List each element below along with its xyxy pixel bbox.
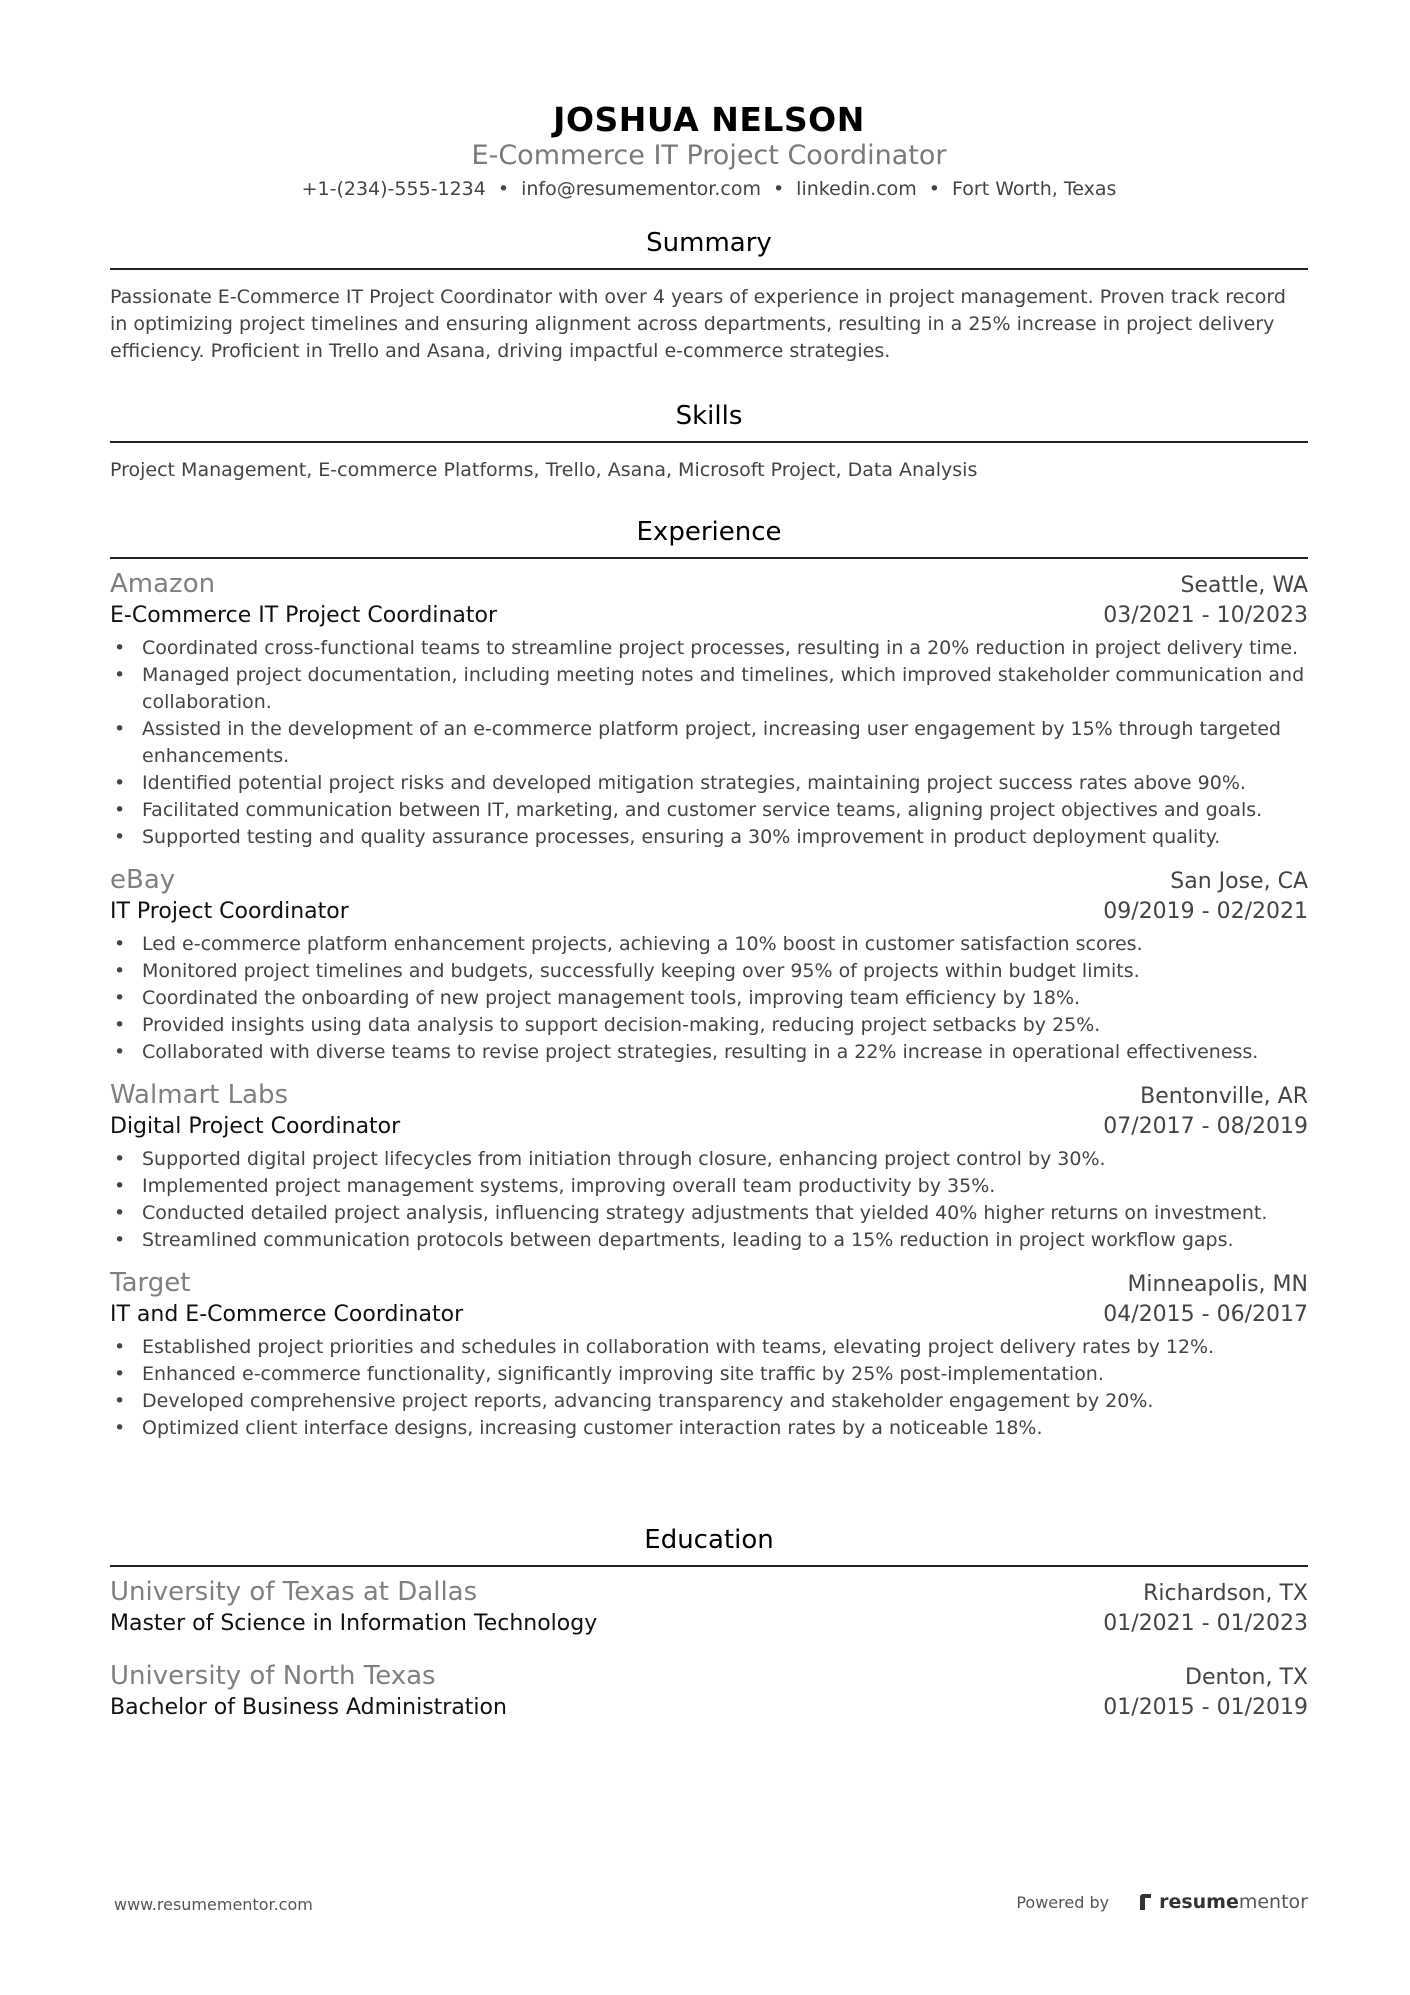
education-entry	[110, 1575, 1308, 1639]
job-entry	[110, 567, 1308, 851]
summary-section	[110, 226, 1308, 365]
job-bullets	[110, 635, 1308, 851]
contact-separator: •	[497, 178, 510, 200]
education-dates: 01/2015 - 01/2019	[1103, 1695, 1308, 1720]
powered-by-label: Powered by	[1016, 1892, 1110, 1912]
bullet-item: • Collaborated with diverse teams to revise project strategies, resulting in a 22% increase in operational effectiveness.	[110, 1039, 1308, 1066]
school-location: Richardson, TX	[1143, 1581, 1308, 1606]
bullet-item: • Supported testing and quality assurance processes, ensuring a 30% improvement in product deployment quality.	[110, 824, 1308, 851]
school-location: Denton, TX	[1185, 1665, 1308, 1690]
job-dates: 04/2015 - 06/2017	[1103, 1302, 1308, 1327]
company-name: eBay	[110, 865, 176, 895]
bullet-item: • Facilitated communication between IT, marketing, and customer service teams, aligning project objectives and goals.	[110, 797, 1308, 824]
education-section	[110, 1523, 1308, 1723]
job-location: San Jose, CA	[1170, 869, 1308, 894]
bullet-item: • Conducted detailed project analysis, influencing strategy adjustments that yielded 40% higher returns on investment.	[110, 1200, 1308, 1227]
school-name: University of Texas at Dallas	[110, 1577, 478, 1607]
footer-branding	[1016, 1891, 1308, 1913]
bullet-item: • Optimized client interface designs, increasing customer interaction rates by a noticeable 18%.	[110, 1415, 1308, 1442]
section-heading: Skills	[675, 401, 743, 431]
bullet-item: • Coordinated the onboarding of new project management tools, improving team efficiency by 18%.	[110, 985, 1308, 1012]
job-entry	[110, 863, 1308, 1066]
footer-website-link[interactable]: www.resumementor.com	[114, 1895, 313, 1914]
contact-location: Fort Worth, Texas	[952, 178, 1117, 200]
contact-phone: +1-(234)-555-1234	[301, 178, 486, 200]
bullet-item: • Coordinated cross-functional teams to streamline project processes, resulting in a 20% reduction in project delivery time.	[110, 635, 1308, 662]
section-heading: Experience	[636, 517, 782, 547]
bullet-item: • Identified potential project risks and developed mitigation strategies, maintaining project success rates above 90%.	[110, 770, 1308, 797]
resumementor-logo[interactable]	[1139, 1891, 1308, 1913]
job-bullets	[110, 931, 1308, 1066]
bullet-item: • Managed project documentation, including meeting notes and timelines, which improved stakeholder communication and collaboration.	[110, 662, 1308, 716]
section-divider	[110, 557, 1308, 559]
job-entry	[110, 1266, 1308, 1442]
contact-linkedin[interactable]: linkedin.com	[796, 178, 917, 200]
job-entry	[110, 1078, 1308, 1254]
education-dates: 01/2021 - 01/2023	[1103, 1611, 1308, 1636]
degree-name: Master of Science in Information Technology	[110, 1611, 598, 1636]
bullet-item: • Established project priorities and schedules in collaboration with teams, elevating project delivery rates by 12%.	[110, 1334, 1308, 1361]
candidate-title: E-Commerce IT Project Coordinator	[471, 140, 947, 171]
contact-separator: •	[928, 178, 941, 200]
section-heading: Education	[644, 1525, 774, 1555]
bullet-item: • Monitored project timelines and budgets, successfully keeping over 95% of projects within budget limits.	[110, 958, 1308, 985]
company-name: Target	[110, 1268, 191, 1298]
bullet-item: • Provided insights using data analysis to support decision-making, reducing project setbacks by 25%.	[110, 1012, 1308, 1039]
bullet-item: • Streamlined communication protocols between departments, leading to a 15% reduction in project workflow gaps.	[110, 1227, 1308, 1254]
bullet-item: • Enhanced e-commerce functionality, significantly improving site traffic by 25% post-implementation.	[110, 1361, 1308, 1388]
resumementor-logo-icon	[1139, 1893, 1153, 1911]
bullet-item: • Implemented project management systems, improving overall team productivity by 35%.	[110, 1173, 1308, 1200]
school-name: University of North Texas	[110, 1661, 436, 1691]
contact-line	[110, 174, 1308, 204]
candidate-name: JOSHUA NELSON	[553, 100, 865, 139]
summary-text: Passionate E-Commerce IT Project Coordinator with over 4 years of experience in project management. Proven track record in optimizing project timelines and ensuring alignment across departments, resulting in a 25% increase in project delivery efficiency. Proficient in Trello and Asana, driving impactful e-commerce strategies.	[110, 286, 1286, 362]
section-divider	[110, 441, 1308, 443]
job-role: Digital Project Coordinator	[110, 1114, 401, 1139]
bullet-item: • Led e-commerce platform enhancement projects, achieving a 10% boost in customer satisfaction scores.	[110, 931, 1308, 958]
logo-text-bold: resume	[1159, 1891, 1239, 1913]
company-name: Walmart Labs	[110, 1080, 289, 1110]
logo-text-thin: mentor	[1238, 1891, 1308, 1913]
bullet-item: • Assisted in the development of an e-commerce platform project, increasing user engagement by 15% through targeted enhancements.	[110, 716, 1308, 770]
skills-section	[110, 399, 1308, 484]
job-location: Seattle, WA	[1180, 573, 1308, 598]
job-role: IT Project Coordinator	[110, 899, 349, 924]
job-location: Minneapolis, MN	[1127, 1272, 1308, 1297]
job-dates: 07/2017 - 08/2019	[1103, 1114, 1308, 1139]
bullet-item: • Developed comprehensive project reports, advancing transparency and stakeholder engagement by 20%.	[110, 1388, 1308, 1415]
education-entry	[110, 1659, 1308, 1723]
job-dates: 09/2019 - 02/2021	[1103, 899, 1308, 924]
experience-section	[110, 515, 1308, 1442]
resume-header	[110, 100, 1308, 204]
section-heading: Summary	[646, 228, 772, 258]
contact-email[interactable]: info@resumementor.com	[521, 178, 761, 200]
job-bullets	[110, 1334, 1308, 1442]
section-divider	[110, 268, 1308, 270]
job-role: E-Commerce IT Project Coordinator	[110, 603, 497, 628]
job-role: IT and E-Commerce Coordinator	[110, 1302, 464, 1327]
degree-name: Bachelor of Business Administration	[110, 1695, 507, 1720]
job-bullets	[110, 1146, 1308, 1254]
contact-separator: •	[772, 178, 785, 200]
section-divider	[110, 1565, 1308, 1567]
company-name: Amazon	[110, 569, 216, 599]
job-location: Bentonville, AR	[1140, 1084, 1308, 1109]
bullet-item: • Supported digital project lifecycles from initiation through closure, enhancing project control by 30%.	[110, 1146, 1308, 1173]
skills-text: Project Management, E-commerce Platforms, Trello, Asana, Microsoft Project, Data Analysis	[110, 459, 978, 481]
job-dates: 03/2021 - 10/2023	[1103, 603, 1308, 628]
